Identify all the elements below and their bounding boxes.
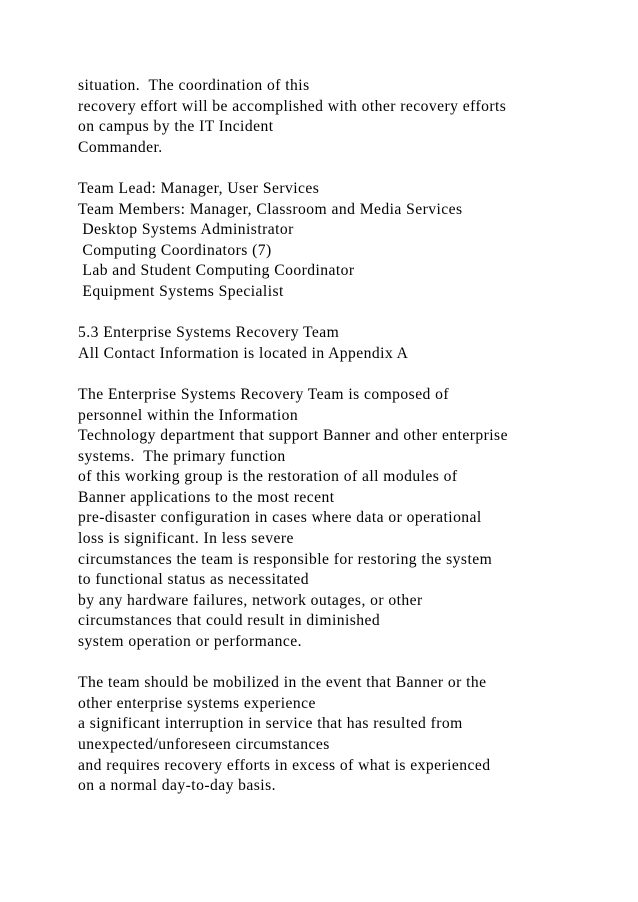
text-line: system operation or performance. — [78, 633, 302, 651]
text-line: pre-disaster configuration in cases where data or operational — [78, 509, 482, 527]
text-line: Technology department that support Banner and other enterprise — [78, 427, 508, 445]
contact-note: All Contact Information is located in Appendix A — [78, 344, 409, 362]
section-heading-block — [78, 323, 618, 364]
text-line: loss is significant. In less severe — [78, 530, 294, 548]
text-line: a significant interruption in service that has resulted from — [78, 715, 463, 733]
paragraph-situation — [78, 76, 618, 158]
paragraph-spacer — [78, 303, 618, 324]
team-members-line: Team Members: Manager, Classroom and Media Services — [78, 200, 463, 218]
paragraph-team-roster — [78, 179, 618, 303]
paragraph-spacer — [78, 364, 618, 385]
text-line: The team should be mobilized in the event that Banner or the — [78, 674, 487, 692]
text-line: of this working group is the restoration of all modules of — [78, 468, 458, 486]
team-member-item: Desktop Systems Administrator — [78, 221, 294, 239]
team-member-item: Equipment Systems Specialist — [78, 282, 284, 300]
text-line: on campus by the IT Incident — [78, 118, 274, 136]
text-line: circumstances that could result in diminished — [78, 612, 381, 630]
paragraph-spacer — [78, 158, 618, 179]
document-page — [78, 76, 618, 797]
text-line: other enterprise systems experience — [78, 694, 316, 712]
team-member-item: Lab and Student Computing Coordinator — [78, 262, 355, 280]
paragraph-mobilization — [78, 673, 618, 797]
paragraph-spacer — [78, 653, 618, 674]
text-line: Commander. — [78, 138, 163, 156]
team-member-item: Computing Coordinators (7) — [78, 241, 272, 259]
text-line: The Enterprise Systems Recovery Team is composed of — [78, 385, 450, 403]
text-line: unexpected/unforeseen circumstances — [78, 736, 330, 753]
text-line: and requires recovery efforts in excess of what is experienced — [78, 756, 491, 774]
text-line: situation. The coordination of this — [78, 77, 310, 94]
text-line: on a normal day-to-day basis. — [78, 777, 276, 795]
team-lead-line: Team Lead: Manager, User Services — [78, 179, 320, 197]
text-line: by any hardware failures, network outages, or other — [78, 591, 423, 609]
text-line: recovery effort will be accomplished with other recovery efforts — [78, 97, 507, 115]
text-line: systems. The primary function — [78, 447, 286, 465]
text-line: personnel within the Information — [78, 406, 299, 424]
text-line: Banner applications to the most recent — [78, 488, 335, 506]
paragraph-team-description — [78, 385, 618, 653]
text-line: circumstances the team is responsible for restoring the system — [78, 550, 493, 568]
section-heading: 5.3 Enterprise Systems Recovery Team — [78, 324, 340, 342]
text-line: to functional status as necessitated — [78, 571, 309, 589]
